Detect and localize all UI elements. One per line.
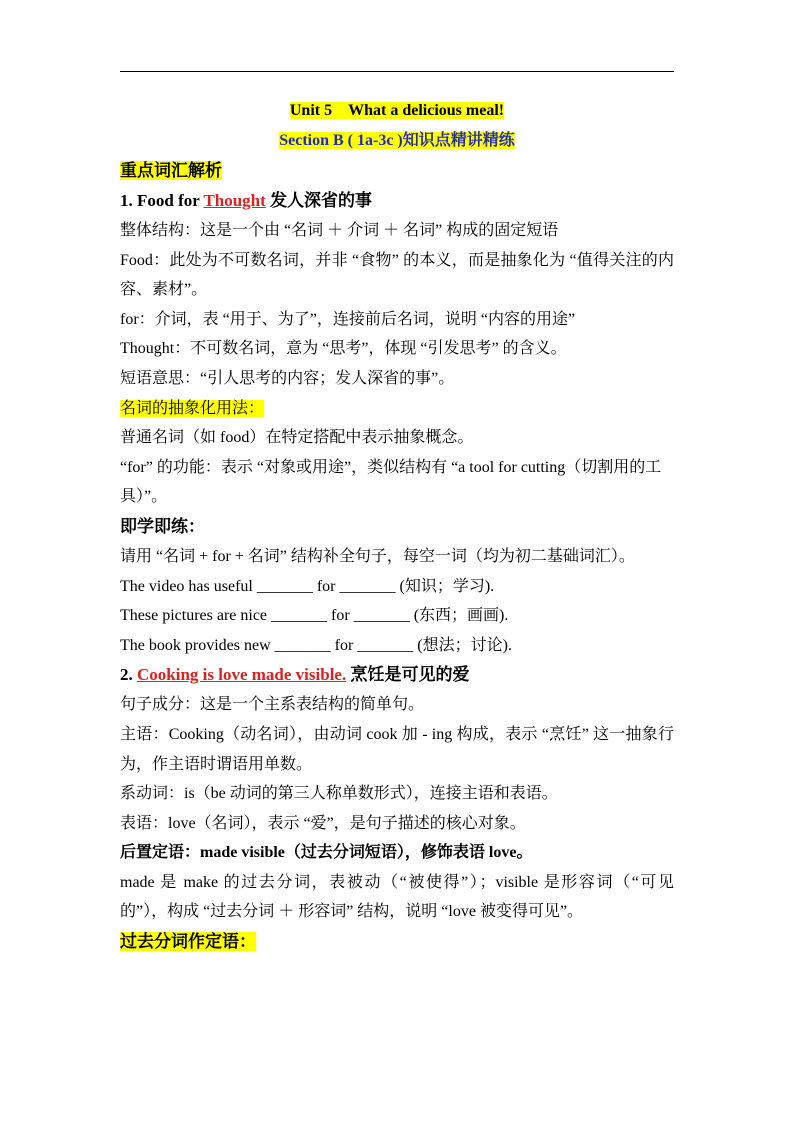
exercise-line: The video has useful _______ for _______ (知识；学习). xyxy=(120,577,495,595)
item1-subheading-row xyxy=(120,394,674,424)
item1-subheading: 名词的抽象化用法： xyxy=(120,399,265,417)
item1-meaning: 发人深省的事 xyxy=(265,191,373,210)
item2-number: 2. xyxy=(120,665,137,685)
item2-line: 表语：love（名词），表示 “爱”，是句子描述的核心对象。 xyxy=(120,814,526,832)
item1-number: 1. Food for xyxy=(120,191,204,210)
item1-line: Food：此处为不可数名词，并非 “食物” 的本义，而是抽象化为 “值得关注的内容、素材”。 xyxy=(120,251,674,299)
item2-last-heading: 过去分词作定语： xyxy=(120,932,256,952)
section-title: Section B ( 1a-3c )知识点精讲精练 xyxy=(279,132,515,149)
item2-bold-line: 后置定语：made visible（过去分词短语），修饰表语 love。 xyxy=(120,844,533,862)
header-rule xyxy=(120,71,674,72)
item2-keyword: Cooking is love made visible. xyxy=(137,665,347,685)
item1-line: 整体结构：这是一个由 “名词 ＋ 介词 ＋ 名词” 构成的固定短语 xyxy=(120,222,559,239)
section-title-row xyxy=(120,126,674,156)
item2-heading xyxy=(120,660,674,690)
item2-line: 句子成分：这是一个主系表结构的简单句。 xyxy=(120,696,425,714)
practice-heading: 即学即练： xyxy=(120,516,205,536)
item1-line: Thought：不可数名词，意为 “思考”，体现 “引发思考” 的含义。 xyxy=(120,340,567,358)
practice-instruction: 请用 “名词 + for + 名词” 结构补全句子，每空一词（均为初二基础词汇）。 xyxy=(120,547,635,565)
unit-title-row xyxy=(120,96,674,126)
item1-keyword: Thought xyxy=(203,191,266,210)
exercise-line: The book provides new _______ for _______ (想法；讨论). xyxy=(120,636,512,654)
item1-line: for：介词，表 “用于、为了”，连接前后名词，说明 “内容的用途” xyxy=(120,310,576,328)
section-heading: 重点词汇解析 xyxy=(120,161,222,180)
item2-line: 主语：Cooking（动名词），由动词 cook 加 - ing 构成，表示 “烹饪” 这一抽象行为，作主语时谓语用单数。 xyxy=(120,725,674,773)
item2-last-heading-row xyxy=(120,927,674,957)
document-page xyxy=(120,96,674,957)
item2-line: 系动词：is（be 动词的第三人称单数形式），连接主语和表语。 xyxy=(120,785,558,803)
exercise-line: These pictures are nice _______ for _______ (东西；画画). xyxy=(120,607,509,625)
item1-line: 短语意思：“引人思考的内容；发人深省的事”。 xyxy=(120,369,455,387)
item1-heading xyxy=(120,186,674,216)
unit-title: Unit 5 What a delicious meal! xyxy=(289,102,505,119)
item2-meaning: 烹饪是可见的爱 xyxy=(346,665,470,685)
item1-usage-line: 普通名词（如 food）在特定搭配中表示抽象概念。 xyxy=(120,429,474,447)
item2-explain: made 是 make 的过去分词，表被动（“被使得”）；visible 是形容词（“可见的”），构成 “过去分词 ＋ 形容词” 结构，说明 “love 被变得可见”。 xyxy=(120,873,674,921)
item1-usage-line: “for” 的功能：表示 “对象或用途”，类似结构有 “a tool for cutting（切割用的工具）”。 xyxy=(120,458,662,506)
section-heading-row xyxy=(120,156,674,186)
